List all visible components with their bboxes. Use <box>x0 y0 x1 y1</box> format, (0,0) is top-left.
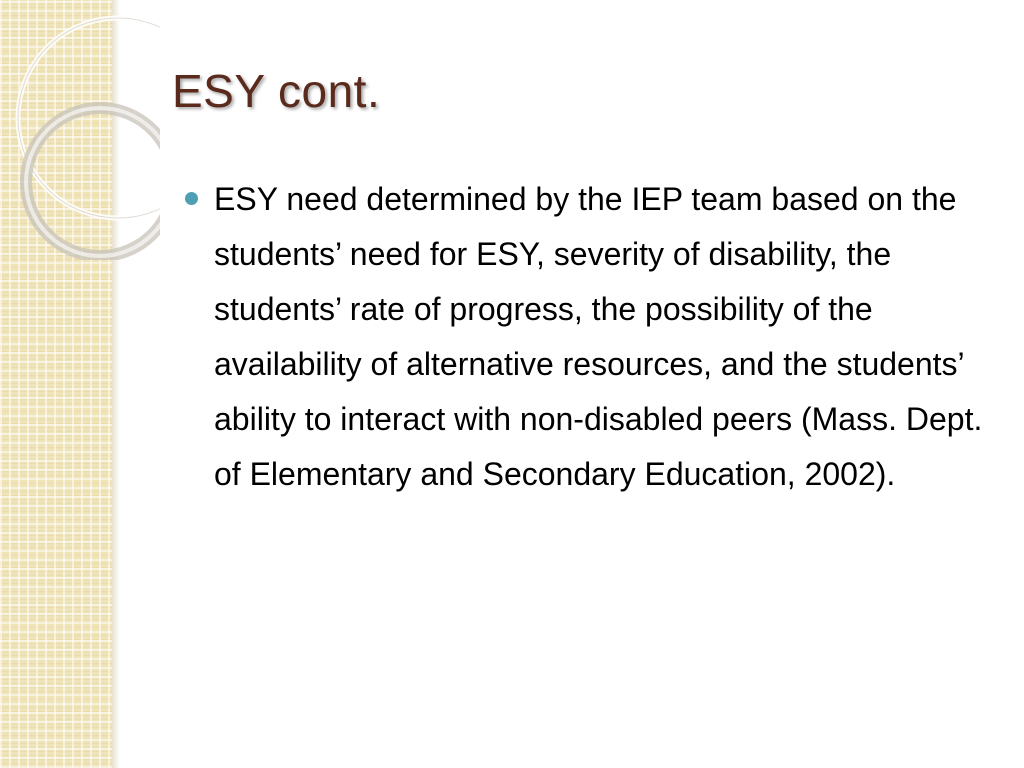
slide-title: ESY cont. <box>172 65 381 117</box>
bullet-dot-icon <box>185 192 198 205</box>
decorative-rings-icon <box>0 0 160 260</box>
slide-body <box>172 172 1002 502</box>
bullet-text: ESY need determined by the IEP team based on the students’ need for ESY, severity of disability, the students’ rate of progress, the possibility of the availability of alternative resources, and the students’ ability to interact with non-disabled peers (Mass. Dept. of Elementary and Secondary Education, 2002). <box>214 181 983 492</box>
bullet-item <box>172 172 1002 502</box>
